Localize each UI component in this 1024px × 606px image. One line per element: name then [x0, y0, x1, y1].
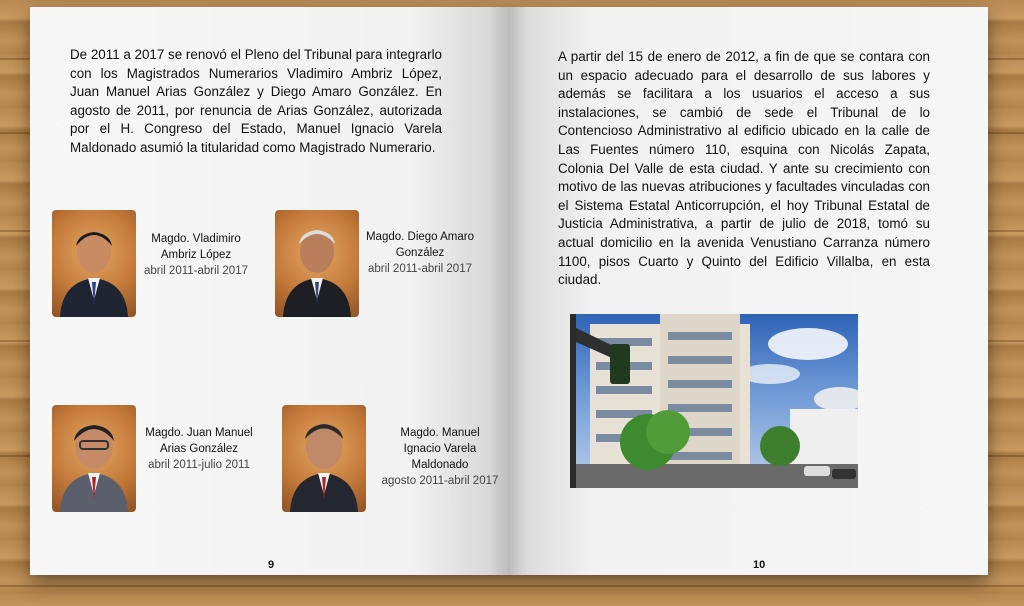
- open-book: [30, 7, 988, 575]
- caption-juan-manuel-arias: Magdo. Juan Manuel Arias González abril 2011-julio 2011: [145, 427, 253, 471]
- portrait-vladimiro-ambriz: [52, 210, 136, 317]
- caption-vladimiro-ambriz: Magdo. Vladimiro Ambriz López abril 2011-abril 2017: [144, 233, 248, 277]
- left-page-paragraph: De 2011 a 2017 se renovó el Pleno del Tribunal para integrarlo con los Magistrados Numerarios Vladimiro Ambriz López, Juan Manuel Arias González y Diego Amaro González. En agosto de 2011, por renuncia de Arias González, autorizada por el H. Congreso del Estado, Manuel Ignacio Varela Maldonado asumió la titularidad como Magistrado Numerario.: [70, 47, 442, 155]
- page-number-left: 9: [268, 559, 275, 571]
- caption-manuel-varela: Magdo. Manuel Ignacio Varela Maldonado agosto 2011-abril 2017: [381, 427, 499, 487]
- portrait-juan-manuel-arias: [52, 405, 136, 512]
- page-number-right: 10: [753, 559, 766, 571]
- left-page: [30, 7, 508, 575]
- right-page-paragraph: A partir del 15 de enero de 2012, a fin de que se contara con un espacio adecuado para el desarrollo de sus labores y además se facilitara a los usuarios el acceso a sus instalaciones, se cambió de sede el Tribunal de lo Contencioso Administrativo al edificio ubicado en la calle de Las Fuentes número 110, esquina con Nicolás Zapata, Colonia Del Valle de esta ciudad. Y ante su crecimiento con motivo de las nuevas atribuciones y facultades vinculadas con el Sistema Estatal Anticorrupción, el hoy Tribunal Estatal de Justicia Administrativa, a partir de julio de 2018, tomó su actual domicilio en la avenida Venustiano Carranza número 1100, pisos Cuarto y Quinto del Edificio Villalba, en esta ciudad.: [558, 49, 930, 288]
- portrait-manuel-varela: [282, 405, 366, 512]
- portrait-diego-amaro: [275, 210, 359, 317]
- caption-diego-amaro: Magdo. Diego Amaro González abril 2011-abril 2017: [365, 231, 475, 275]
- right-page: [508, 7, 988, 575]
- building-photo: [570, 314, 858, 488]
